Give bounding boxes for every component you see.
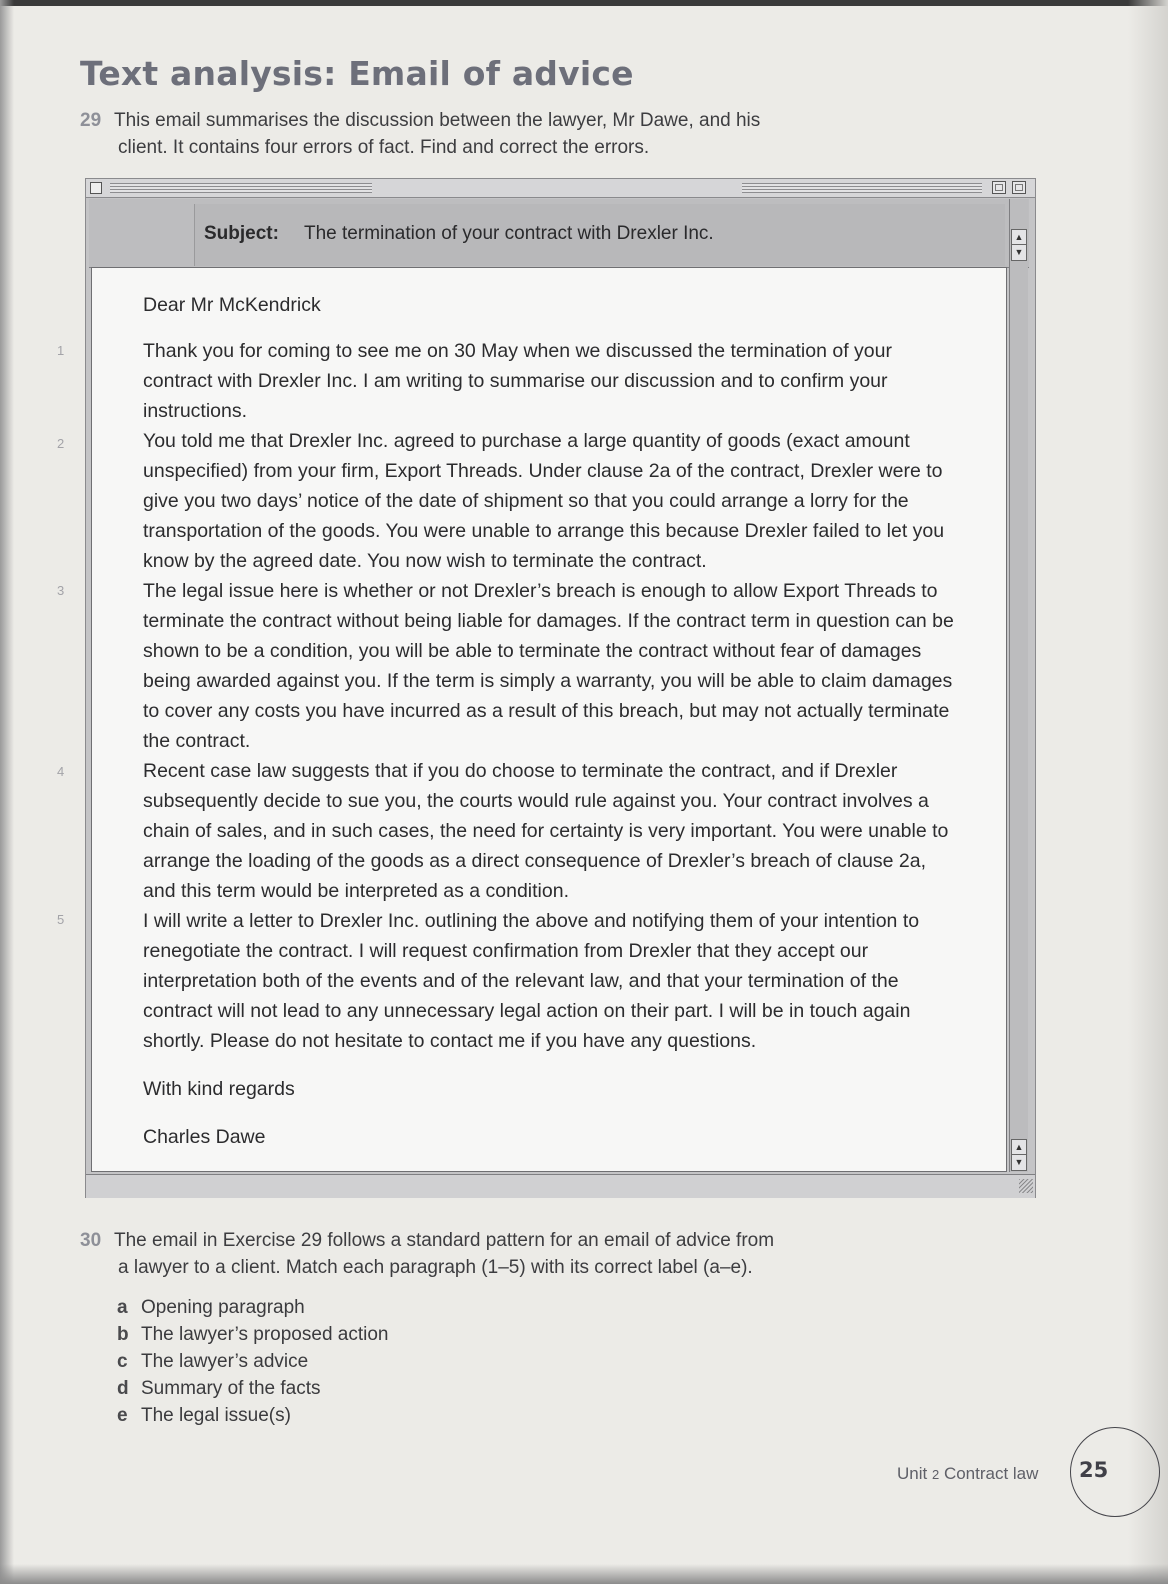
- option-letter: e: [117, 1405, 128, 1426]
- zoom-box-icon[interactable]: [992, 181, 1006, 194]
- option-letter: a: [117, 1297, 128, 1318]
- paragraph-number: 5: [57, 912, 65, 927]
- footer-unit: [897, 1464, 1038, 1484]
- email-window: [85, 178, 1036, 1198]
- label-options: [117, 1294, 389, 1429]
- email-paragraph-2: You told me that Drexler Inc. agreed to purchase a large quantity of goods (exact amount unspecified) from your firm, Export Threads. Under clause 2a of the contract, Drexler were to give you two days’ notice of the date of shipment so that you could arrange a lorry for the transportation of the goods. You were unable to arrange this because Drexler failed to let you know by the agreed date. You now wish to terminate the contract.: [143, 430, 945, 572]
- option-text: The legal issue(s): [141, 1405, 291, 1426]
- paragraph-number: 4: [57, 764, 65, 779]
- paragraph-number: 3: [57, 583, 65, 598]
- collapse-box-icon[interactable]: [1012, 181, 1026, 194]
- email-paragraph-3: The legal issue here is whether or not Drexler’s breach is enough to allow Export Threads to terminate the contract without being liable for damages. If the contract term in question can be shown to be a condition, you will be able to terminate the contract without fear of damages being awarded against you. If the term is simply a warranty, you will be able to claim damages to cover any costs you have incurred as a result of this breach, but may not actually terminate the contract.: [143, 580, 954, 752]
- section-title: Text analysis: Email of advice: [80, 54, 634, 93]
- paragraph-number: 1: [57, 343, 65, 358]
- option-text: The lawyer’s proposed action: [141, 1324, 389, 1345]
- email-greeting: Dear Mr McKendrick: [143, 294, 321, 316]
- vertical-scrollbar[interactable]: [1009, 199, 1028, 1172]
- footer-unit-label: Unit: [897, 1464, 928, 1483]
- page-number: 25: [1079, 1458, 1109, 1482]
- subject-line: The termination of your contract with Drexler Inc.: [304, 223, 714, 244]
- window-bottom-bar: [86, 1174, 1035, 1198]
- exercise-number: 30: [80, 1230, 102, 1251]
- email-signature: Charles Dawe: [143, 1126, 266, 1148]
- option-text: The lawyer’s advice: [141, 1351, 309, 1372]
- email-body: [91, 267, 1007, 1172]
- footer-unit-title: Contract law: [943, 1464, 1039, 1483]
- page-edge-shadow: [1128, 0, 1168, 1584]
- email-paragraph-1: Thank you for coming to see me on 30 May when we discussed the termination of your contract with Drexler Inc. I am writing to summarise our discussion and to confirm your instructions.: [143, 340, 892, 422]
- instruction-line: This email summarises the discussion between the lawyer, Mr Dawe, and his: [114, 110, 761, 131]
- page-bottom-edge: [0, 1564, 1168, 1584]
- option-item: [117, 1402, 389, 1429]
- option-letter: b: [117, 1324, 129, 1345]
- email-paragraph-5: I will write a letter to Drexler Inc. outlining the above and notifying them of your intention to renegotiate the contract. I will request confirmation from Drexler that they accept our interpretation both of the events and of the relevant law, and that your termination of the contract will not lead to any unnecessary legal action on their part. I will be in touch again shortly. Please do not hesitate to contact me if you have any questions.: [143, 910, 920, 1052]
- option-item: [117, 1348, 389, 1375]
- titlebar-stripes: [742, 183, 982, 193]
- binding-shadow: [0, 0, 14, 1584]
- option-item: [117, 1321, 389, 1348]
- resize-grip-icon[interactable]: [1019, 1179, 1033, 1193]
- window-titlebar[interactable]: [86, 179, 1035, 198]
- instruction-line: a lawyer to a client. Match each paragraph (1–5) with its correct label (a–e).: [118, 1257, 753, 1278]
- instruction-line: The email in Exercise 29 follows a standard pattern for an email of advice from: [114, 1230, 775, 1251]
- option-letter: d: [117, 1378, 129, 1399]
- titlebar-stripes: [110, 183, 372, 193]
- scroll-down-icon[interactable]: ▼: [1012, 1154, 1026, 1169]
- exercise-number: 29: [80, 110, 102, 131]
- option-text: Opening paragraph: [141, 1297, 305, 1318]
- close-box-icon[interactable]: [90, 182, 102, 194]
- option-item: [117, 1294, 389, 1321]
- scroll-arrows-bottom[interactable]: [1011, 1139, 1027, 1171]
- page-top-edge: [0, 0, 1168, 6]
- option-text: Summary of the facts: [141, 1378, 321, 1399]
- scroll-down-icon[interactable]: ▼: [1012, 244, 1026, 259]
- footer-unit-number: 2: [931, 1467, 940, 1482]
- paragraph-number: 2: [57, 436, 65, 451]
- email-closing: With kind regards: [143, 1078, 295, 1100]
- email-text: [143, 290, 963, 1152]
- option-letter: c: [117, 1351, 128, 1372]
- scroll-up-icon[interactable]: ▲: [1014, 232, 1024, 242]
- option-item: [117, 1375, 389, 1402]
- exercise-30-instructions: [80, 1227, 880, 1281]
- instruction-line: client. It contains four errors of fact. Find and correct the errors.: [118, 137, 650, 158]
- exercise-29-instructions: [80, 107, 880, 161]
- scroll-arrows-top[interactable]: [1011, 229, 1027, 261]
- email-paragraph-4: Recent case law suggests that if you do choose to terminate the contract, and if Drexler subsequently decide to sue you, the courts would rule against you. Your contract involves a chain of sales, and in such cases, the need for certainty is very important. You were unable to arrange the loading of the goods as a direct consequence of Drexler’s breach of clause 2a, and this term would be interpreted as a condition.: [143, 760, 949, 902]
- subject-label: Subject:: [204, 223, 279, 244]
- scroll-up-icon[interactable]: ▲: [1014, 1142, 1024, 1152]
